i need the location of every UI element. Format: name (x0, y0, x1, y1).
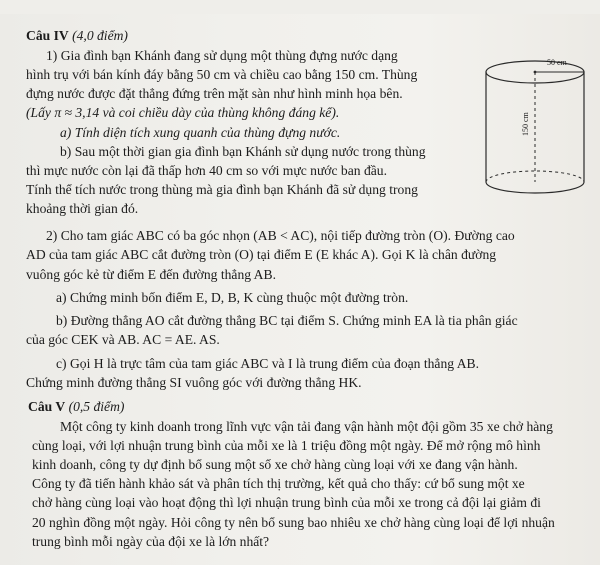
p1-line3: đựng nước được đặt thẳng đứng trên mặt sàn như hình minh họa bên. (26, 86, 403, 101)
section4-heading (26, 27, 128, 46)
section5-line5: chở hàng cùng loại vào hoạt động thì lợi nhuận trung bình của mỗi xe trong cả đội lại giảm đi (32, 495, 541, 510)
p1-part-b-line1: b) Sau một thời gian gia đình bạn Khánh sử dụng nước trong thùng (60, 144, 426, 159)
p1-part-b-line4: khoảng thời gian đó. (26, 201, 139, 216)
p2-line3: vuông góc kẻ từ điểm E đến đường thẳng AB. (26, 267, 276, 282)
p2-part-c-line1: c) Gọi H là trực tâm của tam giác ABC và I là trung điểm của đoạn thẳng AB. (56, 356, 479, 371)
p2-part-b-line1: b) Đường thẳng AO cắt đường thẳng BC tại điểm S. Chứng minh EA là tia phân giác (56, 313, 518, 328)
cylinder-bottom-front (486, 182, 584, 193)
height-label: 150 cm (521, 112, 530, 136)
section5-line6: 20 nghìn đồng một ngày. Hỏi công ty nên bổ sung bao nhiêu xe chở hàng cùng loại để lợi nhuận (32, 515, 555, 530)
p2-part-b-line2: của góc CEK và AB. AC = AE. AS. (26, 332, 220, 347)
p1-line1: 1) Gia đình bạn Khánh đang sử dụng một thùng đựng nước dạng (46, 48, 398, 63)
section5-line7: trung bình mỗi ngày của đội xe là lớn nhất? (32, 534, 270, 549)
p1-part-a: a) Tính diện tích xung quanh của thùng đựng nước. (60, 125, 341, 140)
cylinder-figure (478, 48, 600, 203)
radius-label: 50 cm (547, 58, 567, 67)
section4-title: Câu IV (26, 28, 69, 43)
section4-points: (4,0 điểm) (72, 28, 128, 43)
section5-line1: Một công ty kinh doanh trong lĩnh vực vận tải đang vận hành một đội gồm 35 xe chở hàng (60, 419, 553, 434)
p1-line4: (Lấy π ≈ 3,14 và coi chiều dày của thùng không đáng kể). (26, 105, 340, 120)
section5-heading (28, 398, 124, 417)
p2-line2: AD của tam giác ABC cắt đường tròn (O) tại điểm E (E khác A). Gọi K là chân đường (26, 247, 497, 262)
p2-part-a: a) Chứng minh bốn điểm E, D, B, K cùng thuộc một đường tròn. (56, 290, 409, 305)
section5-line3: kinh doanh, công ty dự định bổ sung một số xe chở hàng cùng loại với xe đang vận hành. (32, 457, 518, 472)
p1-part-b-line2: thì mực nước còn lại đã thấp hơn 40 cm so với mực nước ban đầu. (26, 163, 387, 178)
p1-part-b-line3: Tính thể tích nước trong thùng mà gia đình bạn Khánh đã sử dụng trong (26, 182, 418, 197)
p2-part-c-line2: Chứng minh đường thẳng SI vuông góc với đường thẳng HK. (26, 375, 362, 390)
section5-line4: Công ty đã tiến hành khảo sát và phân tích thị trường, kết quả cho thấy: cứ bổ sung một xe (32, 476, 525, 491)
page-top-edge (0, 0, 600, 14)
section5-line2: cùng loại, với lợi nhuận trung bình của mỗi xe là 1 triệu đồng một ngày. Để mở rộng mô hình (32, 438, 541, 453)
section5-points: (0,5 điểm) (68, 399, 125, 414)
section5-title: Câu V (28, 399, 66, 414)
p2-line1: 2) Cho tam giác ABC có ba góc nhọn (AB < AC), nội tiếp đường tròn (O). Đường cao (46, 228, 515, 243)
p1-line2: hình trụ với bán kính đáy bằng 50 cm và chiều cao bằng 150 cm. Thùng (26, 67, 418, 82)
